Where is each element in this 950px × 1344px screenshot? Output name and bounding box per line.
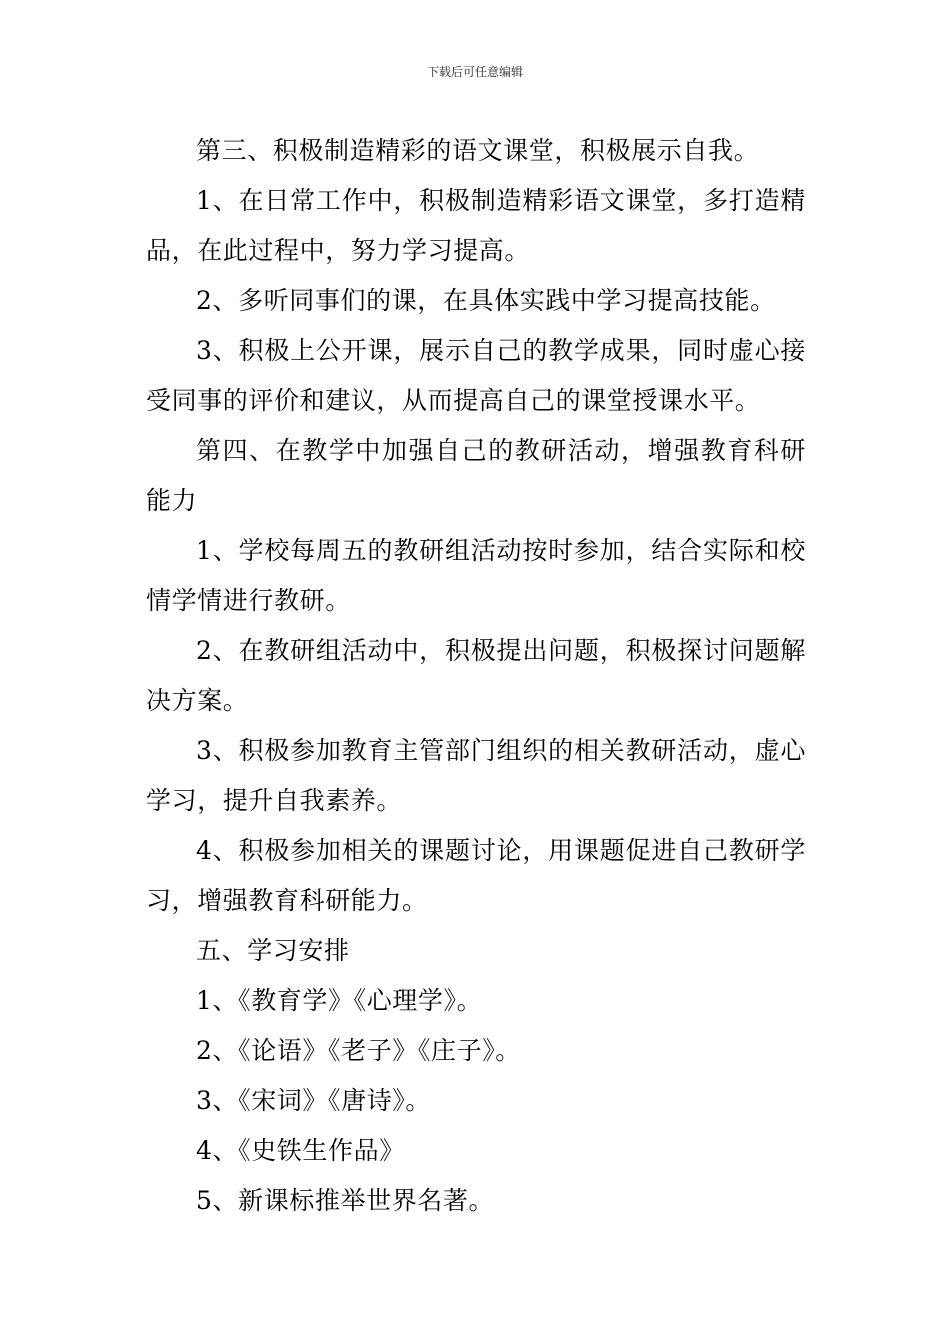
- section-heading-four: 第四、在教学中加强自己的教研活动，增强教育科研能力: [146, 436, 806, 515]
- list-item: 5、新课标推举世界名著。: [196, 1186, 495, 1215]
- list-item: 1、《教育学》《心理学》。: [196, 986, 483, 1015]
- section-heading-five: 五、学习安排: [196, 936, 350, 965]
- paragraph: 1、学校每周五的教研组活动按时参加，结合实际和校情学情进行教研。: [146, 536, 806, 615]
- paragraph: 1、在日常工作中，积极制造精彩语文课堂，多打造精品，在此过程中，努力学习提高。: [146, 186, 806, 265]
- section-heading-three: 第三、积极制造精彩的语文课堂，积极展示自我。: [196, 136, 760, 165]
- list-item: 3、《宋词》《唐诗》。: [196, 1086, 432, 1115]
- page-header: 下载后可任意编辑: [426, 65, 523, 79]
- paragraph: 2、多听同事们的课，在具体实践中学习提高技能。: [196, 286, 776, 315]
- paragraph: 2、在教研组活动中，积极提出问题，积极探讨问题解决方案。: [146, 636, 806, 715]
- paragraph: 3、积极上公开课，展示自己的教学成果，同时虚心接受同事的评价和建议，从而提高自己的课堂授课水平。: [146, 336, 806, 415]
- list-item: 2、《论语》《老子》《庄子》。: [196, 1036, 521, 1065]
- paragraph: 4、积极参加相关的课题讨论，用课题促进自己教研学习，增强教育科研能力。: [146, 836, 806, 915]
- paragraph: 3、积极参加教育主管部门组织的相关教研活动，虚心学习，提升自我素养。: [146, 736, 806, 815]
- document-body: [146, 126, 806, 1226]
- list-item: 4、《史铁生作品》: [196, 1136, 405, 1165]
